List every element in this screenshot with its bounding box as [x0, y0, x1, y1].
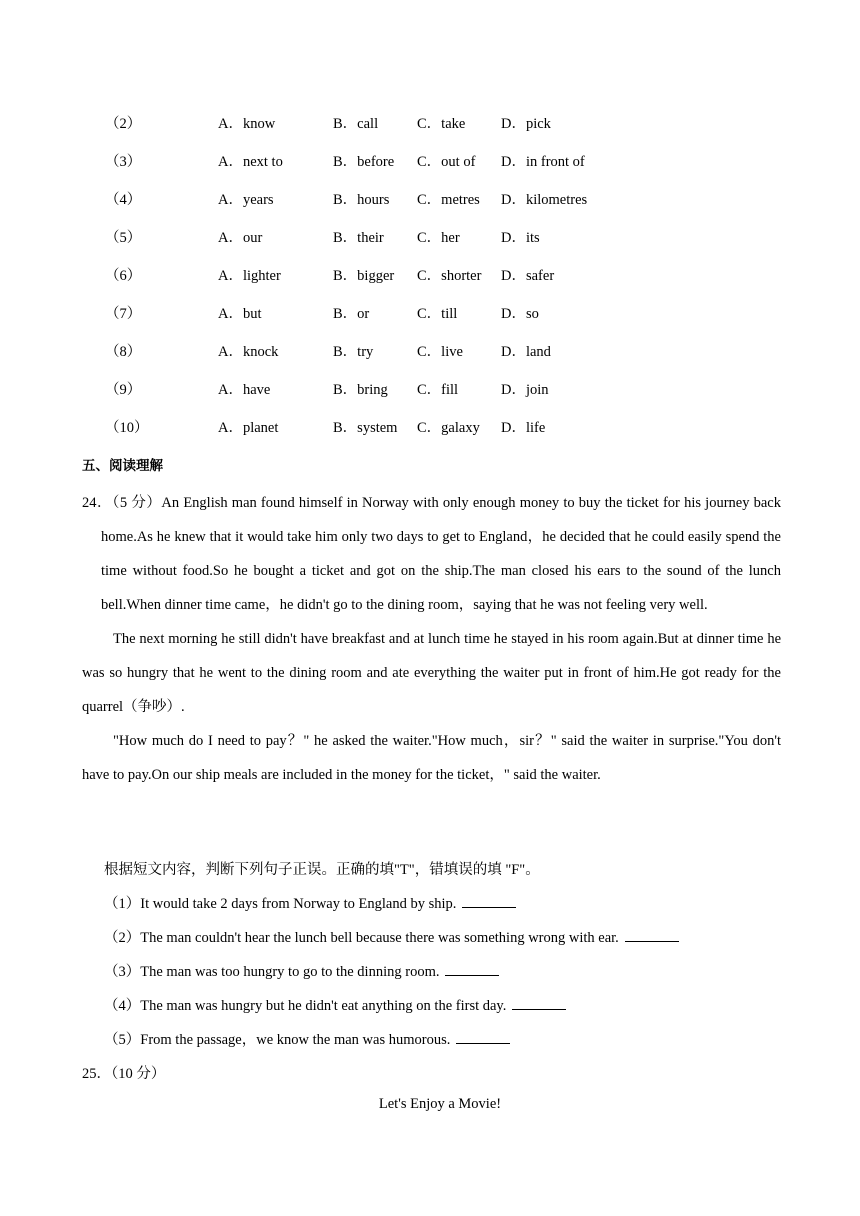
option-b: B．system	[333, 420, 398, 436]
option-c: C．take	[417, 116, 466, 132]
option-a: A．years	[218, 192, 274, 208]
option-c: C．galaxy	[417, 420, 480, 436]
question-number: （4）	[105, 192, 142, 208]
option-b: B．their	[333, 230, 384, 246]
option-d: D．in front of	[501, 154, 585, 170]
option-a: A．our	[218, 230, 263, 246]
statement-5	[104, 1028, 510, 1049]
option-b: B．bring	[333, 382, 388, 398]
question-number: （6）	[105, 268, 142, 284]
question-number: （9）	[105, 382, 142, 398]
option-a: A．lighter	[218, 268, 281, 284]
question-number: （8）	[105, 344, 142, 360]
statement-text: （4）The man was hungry but he didn't eat anything on the first day.	[104, 998, 507, 1014]
statement-2	[104, 926, 679, 947]
option-d: D．land	[501, 344, 551, 360]
option-a: A．knock	[218, 344, 279, 360]
passage-title: Let's Enjoy a Movie!	[378, 1096, 502, 1112]
answer-blank[interactable]	[445, 961, 499, 976]
option-b: B．bigger	[333, 268, 395, 284]
statement-3	[104, 960, 499, 981]
answer-blank[interactable]	[462, 893, 516, 908]
option-c: C．metres	[417, 192, 480, 208]
option-d: D．life	[501, 420, 546, 436]
answer-blank[interactable]	[625, 927, 679, 942]
statement-text: （5）From the passage，we know the man was humorous.	[104, 1032, 451, 1048]
option-c: C．shorter	[417, 268, 482, 284]
option-c: C．fill	[417, 382, 459, 398]
option-a: A．next to	[218, 154, 283, 170]
statement-1	[104, 892, 516, 913]
question-25-header: 25．（10 分）	[82, 1066, 166, 1082]
option-a: A．planet	[218, 420, 279, 436]
option-c: C．out of	[417, 154, 476, 170]
option-a: A．have	[218, 382, 271, 398]
statement-text: （3）The man was too hungry to go to the dinning room.	[104, 964, 440, 980]
passage-paragraph-2: The next morning he still didn't have breakfast and at lunch time he stayed in his room again.But at dinner time he was so hungry that he went to the dining room and ate everything the waiter put in front of him.He got ready for the quarrel（争吵）.	[82, 631, 781, 715]
section-heading: 五、阅读理解	[82, 458, 163, 474]
option-d: D．pick	[501, 116, 551, 132]
option-c: C．till	[417, 306, 458, 322]
statement-text: （1）It would take 2 days from Norway to England by ship.	[104, 896, 457, 912]
option-b: B．or	[333, 306, 370, 322]
question-number: （5）	[105, 230, 142, 246]
option-a: A．but	[218, 306, 262, 322]
option-b: B．call	[333, 116, 379, 132]
statement-4	[104, 994, 566, 1015]
option-d: D．its	[501, 230, 540, 246]
statement-text: （2）The man couldn't hear the lunch bell because there was something wrong with ear.	[104, 930, 619, 946]
answer-blank[interactable]	[512, 995, 566, 1010]
option-d: D．kilometres	[501, 192, 588, 208]
option-d: D．safer	[501, 268, 555, 284]
option-c: C．her	[417, 230, 460, 246]
option-d: D．so	[501, 306, 539, 322]
question-number: （2）	[105, 116, 142, 132]
question-number: （10）	[105, 420, 149, 436]
question-number: （3）	[105, 154, 142, 170]
option-b: B．try	[333, 344, 374, 360]
question-number: （7）	[105, 306, 142, 322]
option-b: B．before	[333, 154, 395, 170]
option-c: C．live	[417, 344, 463, 360]
option-b: B．hours	[333, 192, 390, 208]
passage-paragraph-1: 24．（5 分）An English man found himself in Norway with only enough money to buy the ticket for his journey back home.As he knew that it would take him only two days to get to England，he decided that he could easily spend the time without food.So he bought a ticket and got on the ship.The man closed his ears to the sound of the lunch bell.When dinner time came，he didn't go to the dining room，saying that he was not feeling very well.	[82, 495, 781, 613]
option-d: D．join	[501, 382, 549, 398]
option-a: A．know	[218, 116, 276, 132]
answer-blank[interactable]	[456, 1029, 510, 1044]
question-24-passage	[82, 486, 781, 792]
instruction-text: 根据短文内容，判断下列句子正误。正确的填"T"，错填误的填 "F"。	[104, 862, 540, 878]
passage-paragraph-3: "How much do I need to pay？" he asked the waiter."How much，sir？" said the waiter in surprise."You don't have to pay.On our ship meals are included in the money for the ticket，" said the waiter.	[82, 733, 781, 783]
